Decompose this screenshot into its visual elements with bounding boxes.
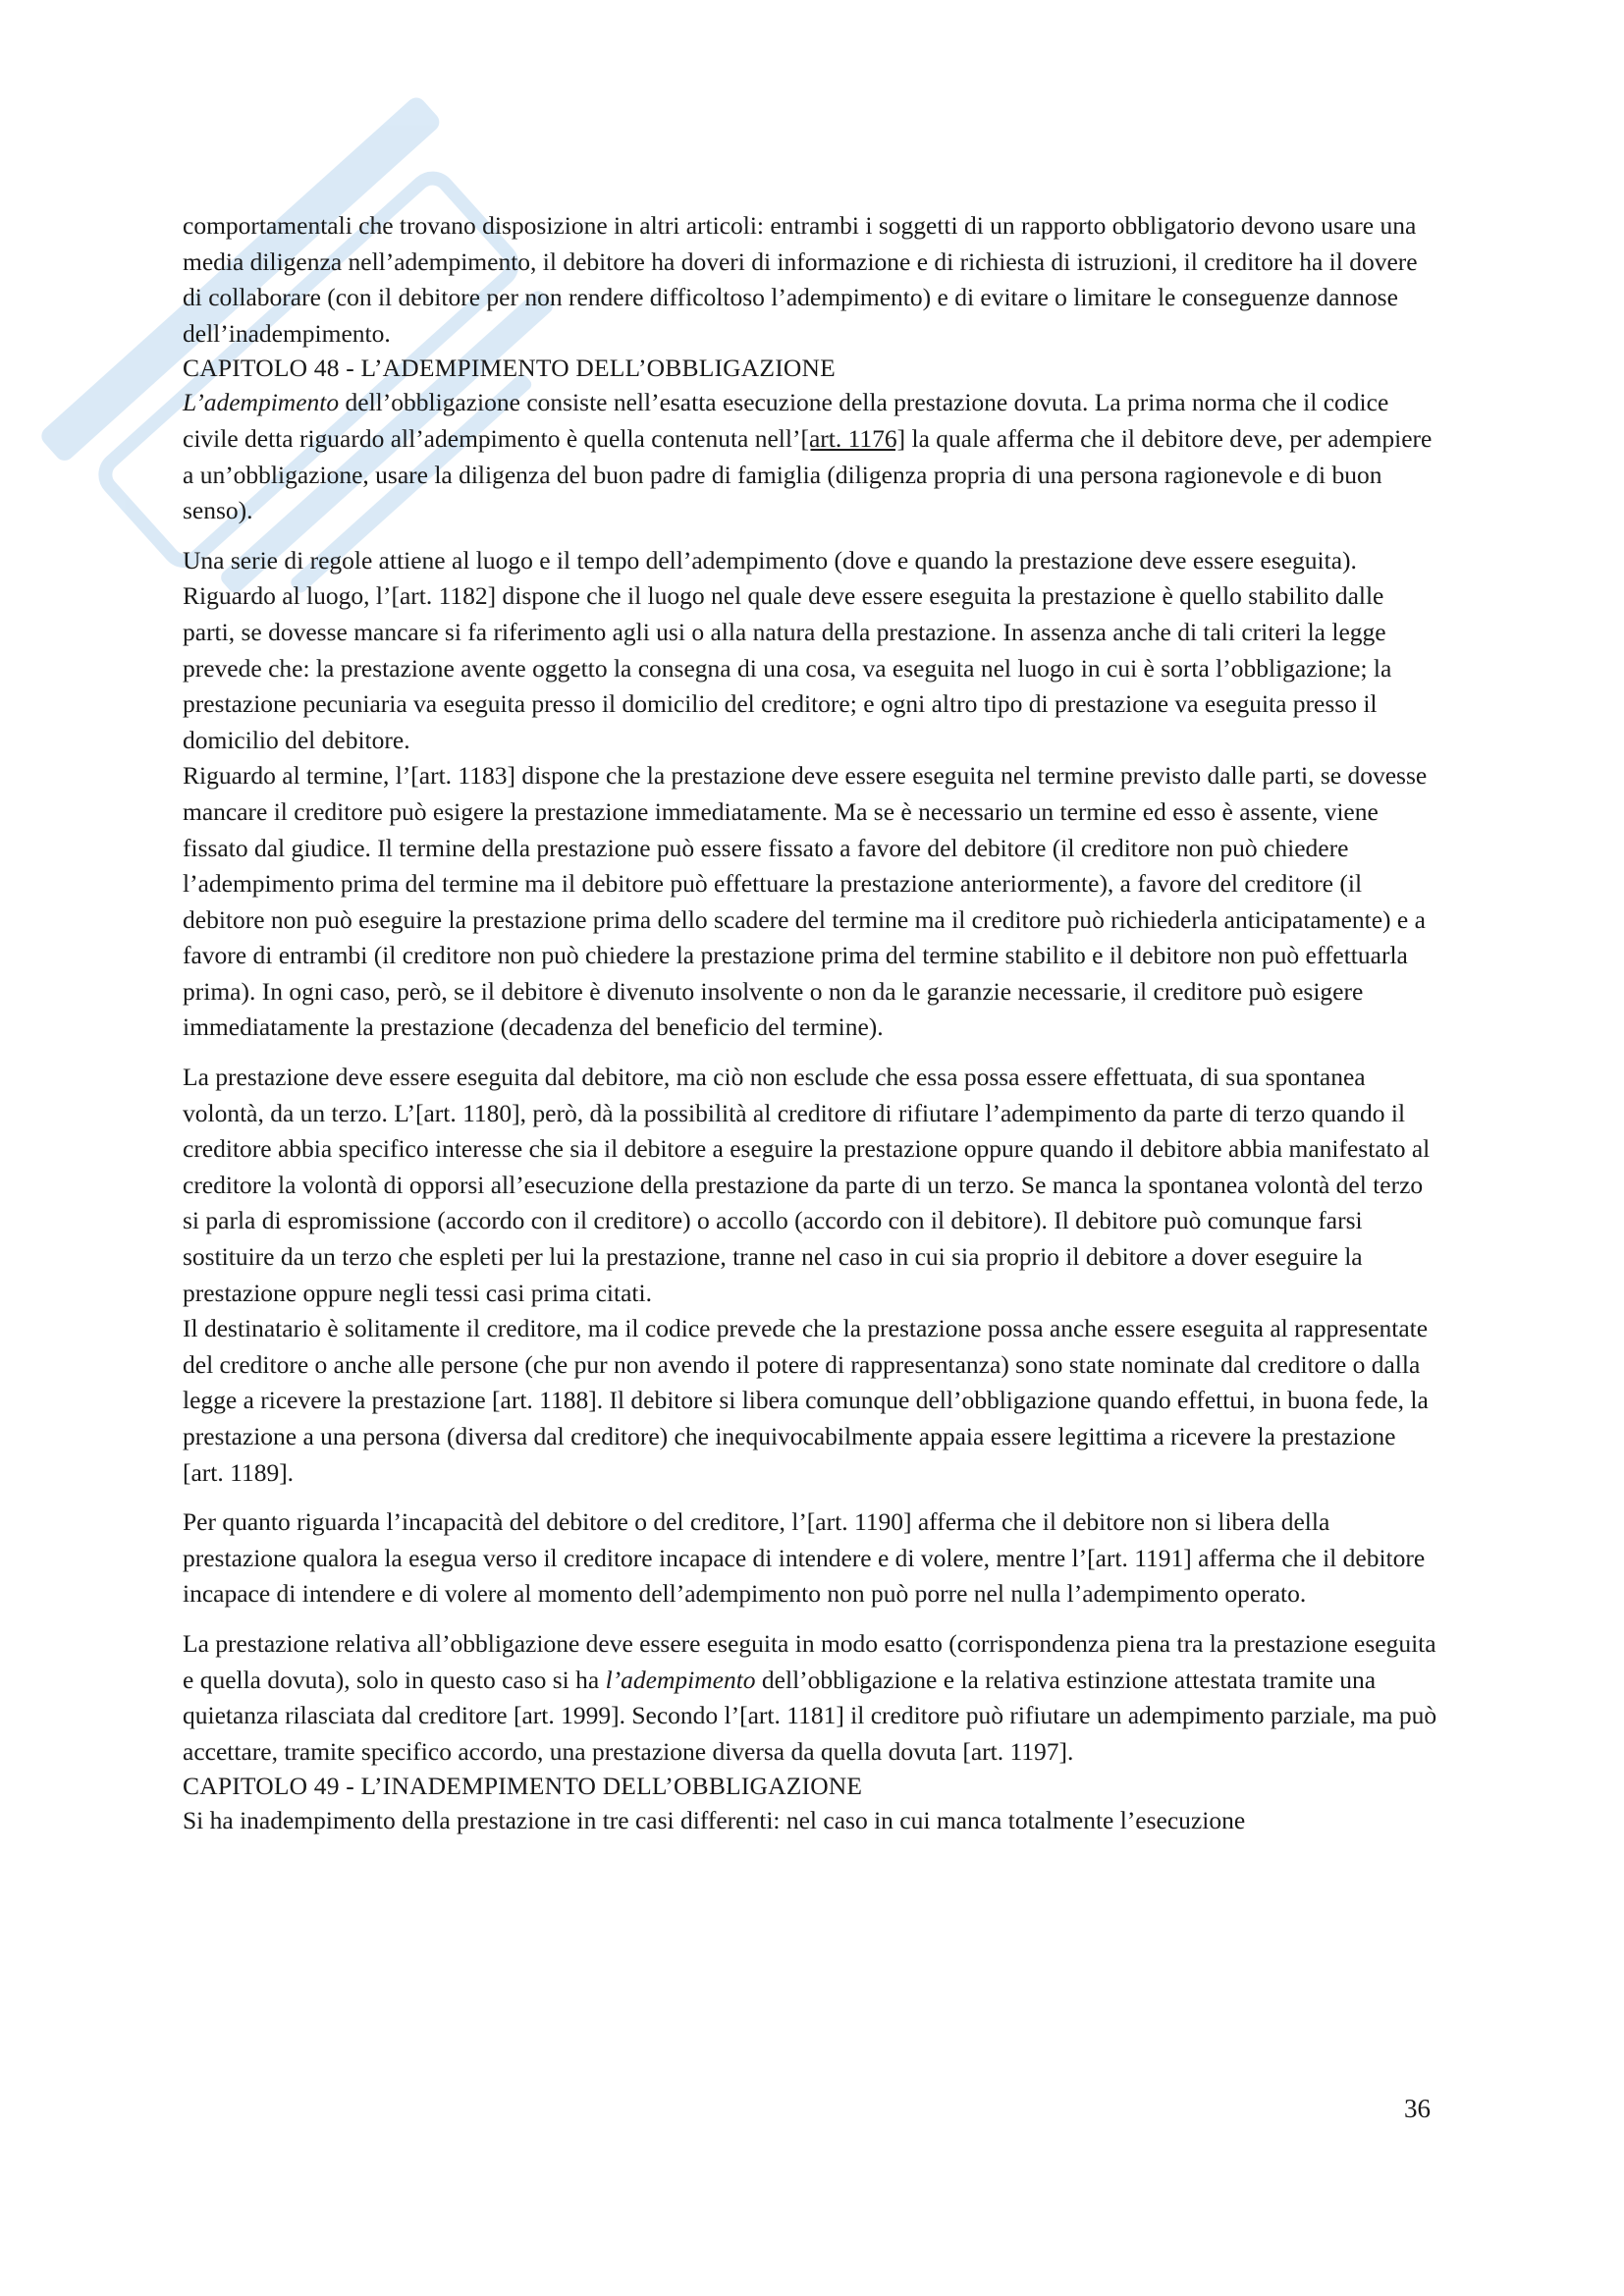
chapter-heading: CAPITOLO 49 - L’INADEMPIMENTO DELL’OBBLIGAZIONE xyxy=(183,1772,863,1801)
emphasis-term: l’adempimento xyxy=(605,1665,756,1694)
paragraph: Si ha inadempimento della prestazione in tre casi differenti: nel caso in cui manca totalmente l’esecuzione xyxy=(183,1806,1246,1835)
emphasis-term: L’adempimento xyxy=(183,388,340,417)
paragraph xyxy=(183,385,1439,528)
paragraph: Riguardo al luogo, l’[art. 1182] dispone che il luogo nel quale deve essere eseguita la prestazione è quello stabilito dalle parti, se dovesse mancare si fa riferimento agli usi o alla natura della prestazione. In assenza anche di tali criteri la legge prevede che: la prestazione avente oggetto la consegna di una cosa, va eseguita nel luogo in cui è sorta l’obbligazione; la prestazione pecuniaria va eseguita presso il domicilio del creditore; e ogni altro tipo di prestazione va eseguita presso il domicilio del debitore. xyxy=(183,581,1392,754)
text-run: la quale afferma che il debitore deve, per adempiere a un’obbligazione, usare la diligenza del buon padre di famiglia (diligenza propria di una persona ragionevole e di buon senso). xyxy=(183,423,1433,525)
paragraph: Riguardo al termine, l’[art. 1183] dispone che la prestazione deve essere eseguita nel termine previsto dalle parti, se dovesse mancare il creditore può esigere la prestazione immediatamente. Ma se è necessario un termine ed esso è assente, viene fissato dal giudice. Il termine della prestazione può essere fissato a favore del debitore (il creditore non può chiedere l’adempimento prima del termine ma il debitore può effettuare la prestazione anteriormente), a favore del creditore (il debitore non può eseguire la prestazione prima dello scadere del termine ma il creditore può richiederla anticipatamente) e a favore di entrambi (il creditore non può chiedere la prestazione prima del termine stabilito e il debitore non può effettuarla prima). In ogni caso, però, se il debitore è divenuto insolvente o non da le garanzie necessarie, il creditore può esigere immediatamente la prestazione (decadenza del beneficio del termine). xyxy=(183,761,1428,1042)
paragraph: La prestazione deve essere eseguita dal debitore, ma ciò non esclude che essa possa essere effettuata, di sua spontanea volontà, da un terzo. L’[art. 1180], però, dà la possibilità al creditore di rifiutare l’adempimento da parte di terzo quando il creditore abbia specifico interesse che sia il debitore a eseguire la prestazione oppure quando il debitore abbia manifestato al creditore la volontà di opporsi all’esecuzione della prestazione da parte di un terzo. Se manca la spontanea volontà del terzo si parla di espromissione (accordo con il creditore) o accollo (accordo con il debitore). Il debitore può comunque farsi sostituire da un terzo che espleti per lui la prestazione, tranne nel caso in cui sia proprio il debitore a dover eseguire la prestazione oppure negli tessi casi prima citati. xyxy=(183,1063,1431,1307)
page-number: 36 xyxy=(1404,2094,1431,2123)
article-reference-link[interactable]: [art. 1176] xyxy=(800,423,906,453)
paragraph: Una serie di regole attiene al luogo e il tempo dell’adempimento (dove e quando la prestazione deve essere eseguita). xyxy=(183,545,1357,574)
text-run: dell’obbligazione e la relativa estinzione attestata tramite una quietanza rilasciata dal creditore [art. 1999]. Secondo l’[art. 1181] il creditore può rifiutare un adempimento parziale, ma può accettare, tramite specifico accordo, una prestazione diversa da quella dovuta [art. 1197]. xyxy=(183,1665,1437,1766)
text-run: dell’obbligazione consiste nell’esatta esecuzione della prestazione dovuta. La prima norma che il codice civile detta riguardo all’adempimento è quella contenuta nell’ xyxy=(183,388,1389,453)
paragraph xyxy=(183,1626,1439,1770)
document-body xyxy=(183,208,1439,1839)
paragraph: Per quanto riguarda l’incapacità del debitore o del creditore, l’[art. 1190] afferma che il debitore non si libera della prestazione qualora la esegua verso il creditore incapace di intendere e di volere, mentre l’[art. 1191] afferma che il debitore incapace di intendere e di volere al momento dell’adempimento non può porre nel nulla l’adempimento operato. xyxy=(183,1507,1426,1609)
text-run: La prestazione relativa all’obbligazione deve essere eseguita in modo esatto (corrispondenza piena tra la prestazione eseguita e quella dovuta), solo in questo caso si ha xyxy=(183,1628,1436,1694)
paragraph: Il destinatario è solitamente il creditore, ma il codice prevede che la prestazione possa anche essere eseguita al rappresentate del creditore o anche alle persone (che pur non avendo il potere di rappresentanza) sono state nominate dal creditore o dalla legge a ricevere la prestazione [art. 1188]. Il debitore si libera comunque dell’obbligazione quando effettui, in buona fede, la prestazione a una persona (diversa dal creditore) che inequivocabilmente appaia essere legittima a ricevere la prestazione [art. 1189]. xyxy=(183,1314,1429,1487)
paragraph: comportamentali che trovano disposizione in altri articoli: entrambi i soggetti di un rapporto obbligatorio devono usare una media diligenza nell’adempimento, il debitore ha doveri di informazione e di richiesta di istruzioni, il creditore ha il dovere di collaborare (con il debitore per non rendere difficoltoso l’adempimento) e di evitare o limitare le conseguenze dannose dell’inadempimento. xyxy=(183,211,1418,348)
chapter-heading: CAPITOLO 48 - L’ADEMPIMENTO DELL’OBBLIGAZIONE xyxy=(183,354,836,383)
